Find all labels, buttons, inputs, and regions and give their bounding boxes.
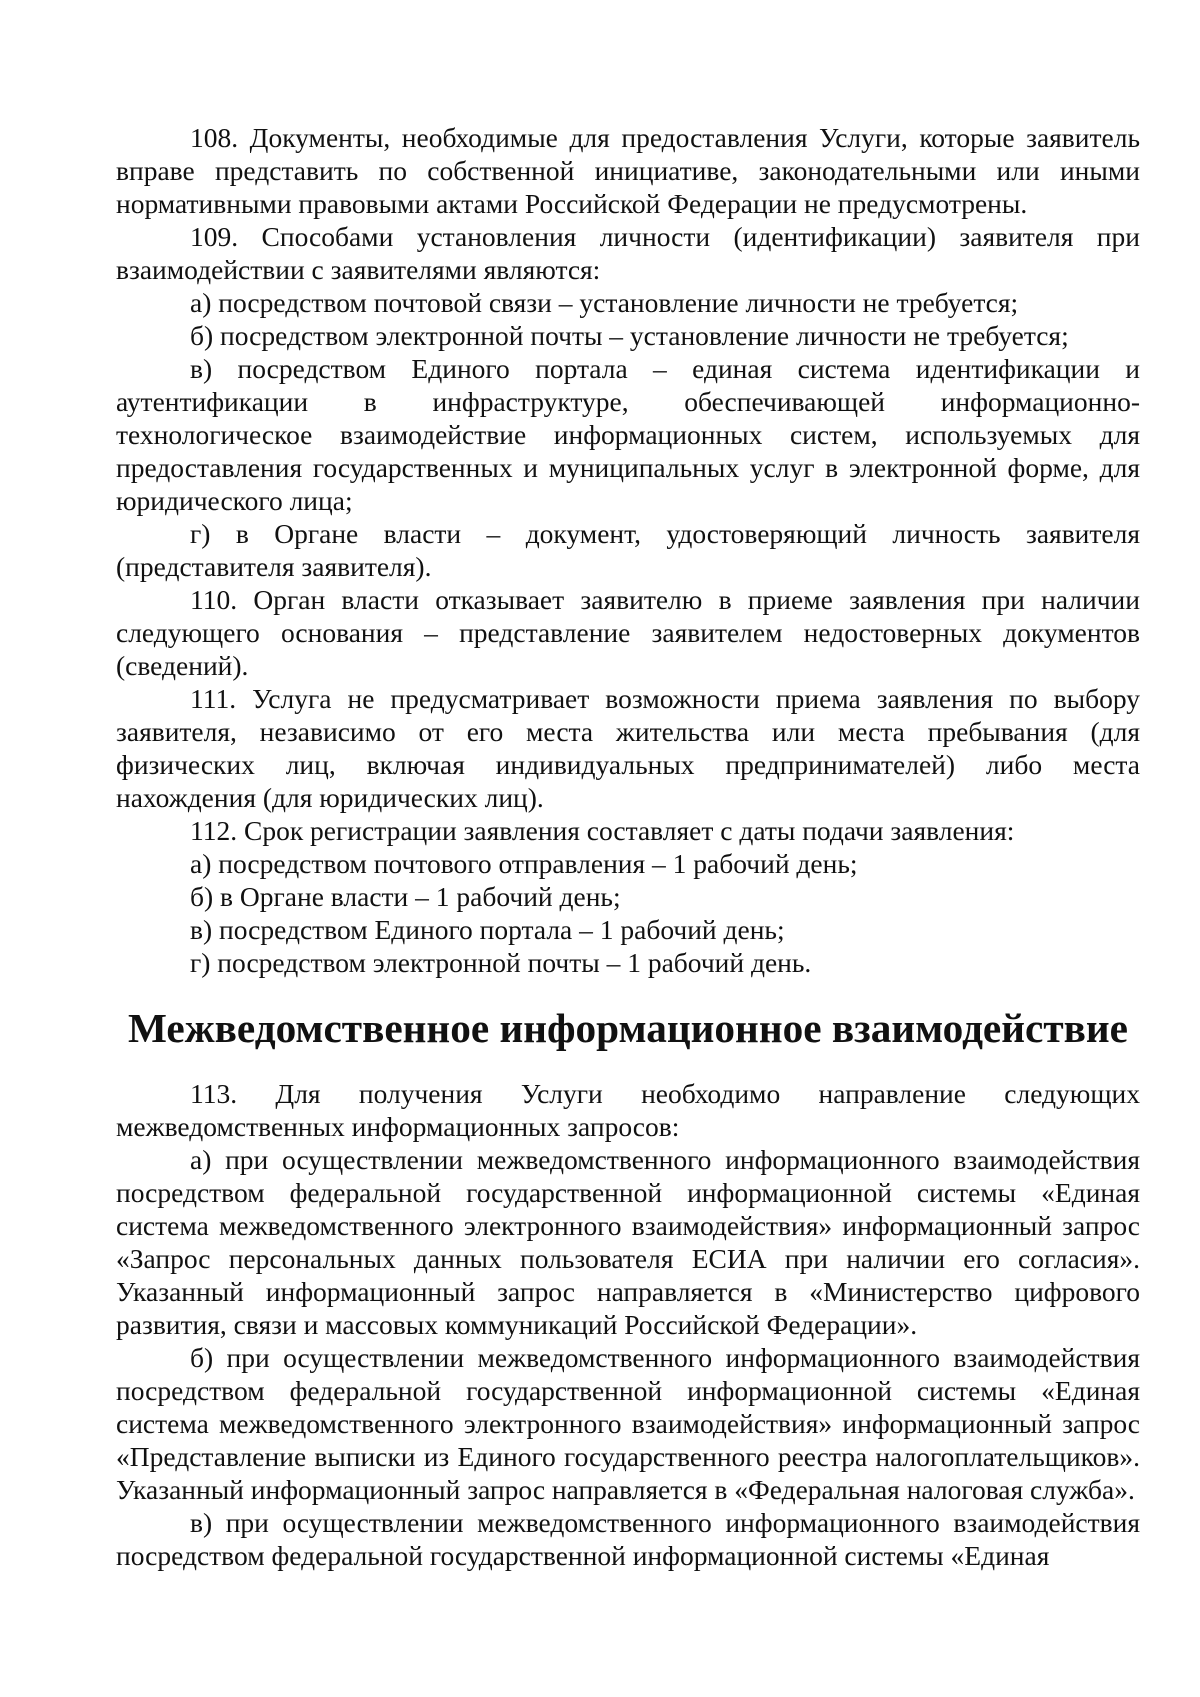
paragraph-113: 113. Для получения Услуги необходимо направление следующих межведомственных информационных запросов:: [116, 1078, 1140, 1142]
paragraph-113-b: б) при осуществлении межведомственного информационного взаимодействия посредством федеральной государственной информационной системы «Единая система межведомственного электронного взаимодействия» информационный запрос «Представление выписки из Единого государственного реестра налогоплательщиков». Указанный информационный запрос направляется в «Федеральная налоговая служба».: [116, 1342, 1140, 1505]
paragraph-113-a: а) при осуществлении межведомственного информационного взаимодействия посредством федеральной государственной информационной системы «Единая система межведомственного электронного взаимодействия» информационный запрос «Запрос персональных данных пользователя ЕСИА при наличии его согласия». Указанный информационный запрос направляется в «Министерство цифрового развития, связи и массовых коммуникаций Российской Федерации».: [116, 1144, 1140, 1340]
paragraph-111: 111. Услуга не предусматривает возможности приема заявления по выбору заявителя, независимо от его места жительства или места пребывания (для физических лиц, включая индивидуальных предпринимателей) либо места нахождения (для юридических лиц).: [116, 683, 1140, 813]
paragraph-112-v: в) посредством Единого портала – 1 рабочий день;: [190, 914, 785, 945]
paragraph-109: 109. Способами установления личности (идентификации) заявителя при взаимодействии с заявителями являются:: [116, 221, 1140, 285]
paragraph-110: 110. Орган власти отказывает заявителю в приеме заявления при наличии следующего основания – представление заявителем недостоверных документов (сведений).: [116, 584, 1140, 681]
paragraph-108: 108. Документы, необходимые для предоставления Услуги, которые заявитель вправе представить по собственной инициативе, законодательными или иными нормативными правовыми актами Российской Федерации не предусмотрены.: [116, 122, 1140, 219]
paragraph-109-v: в) посредством Единого портала – единая система идентификации и аутентификации в инфраструктуре, обеспечивающей информационно-технологическое взаимодействие информационных систем, используемых для предоставления государственных и муниципальных услуг в электронной форме, для юридического лица;: [116, 353, 1140, 516]
paragraph-112: 112. Срок регистрации заявления составляет с даты подачи заявления:: [190, 815, 1015, 846]
paragraph-112-a: а) посредством почтового отправления – 1 рабочий день;: [190, 848, 858, 879]
paragraph-109-a: а) посредством почтовой связи – установление личности не требуется;: [190, 287, 1019, 318]
paragraph-112-g: г) посредством электронной почты – 1 рабочий день.: [190, 947, 812, 978]
paragraph-109-b: б) посредством электронной почты – установление личности не требуется;: [190, 320, 1069, 351]
document-page: [116, 121, 1140, 1572]
paragraph-109-g: г) в Органе власти – документ, удостоверяющий личность заявителя (представителя заявителя).: [116, 518, 1140, 582]
paragraph-112-b: б) в Органе власти – 1 рабочий день;: [190, 881, 621, 912]
paragraph-113-v: в) при осуществлении межведомственного информационного взаимодействия посредством федеральной государственной информационной системы «Единая: [116, 1507, 1140, 1571]
section-heading: Межведомственное информационное взаимодействие: [128, 1005, 1128, 1051]
